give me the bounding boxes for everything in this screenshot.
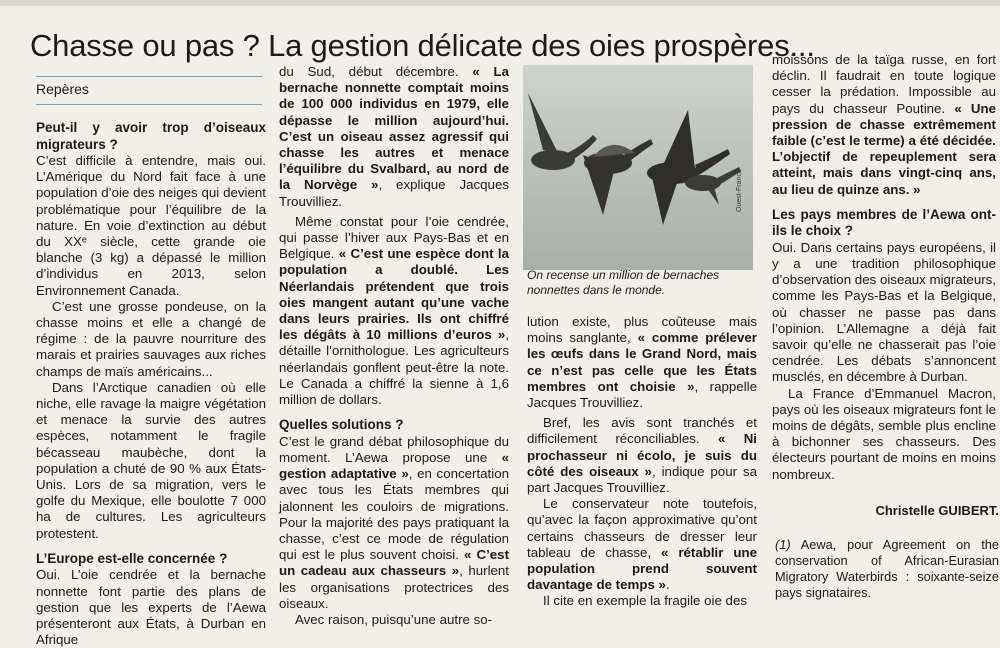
- question-heading-2: L’Europe est-elle concernée ?: [36, 550, 228, 566]
- footnote-text: Aewa, pour Agreement on the conservation of African-Eurasian Migratory Waterbirds : soixante-seize pays signataires.: [775, 537, 999, 600]
- text-run: Même constat pour l’oie cendrée, qui passe l’hiver aux Pays-Bas et en Belgique.: [279, 213, 509, 262]
- geese-photo: [523, 65, 753, 270]
- top-edge: [0, 0, 1000, 6]
- column-1: [36, 120, 266, 648]
- question-heading-1: Peut-il y avoir trop d’oiseaux migrateurs ?: [36, 120, 266, 152]
- quote: « rétablir une population prend souvent davantage de temps »: [527, 544, 757, 593]
- quote: « Ni prochasseur ni écolo, je suis du côté des oiseaux »: [527, 431, 758, 479]
- text-run: lution existe, plus coûteuse mais moins sanglante,: [527, 314, 757, 346]
- paragraph: [279, 64, 509, 210]
- quote: « comme prélever les œufs dans le Grand Nord, mais ce n’est pas celle que les États membres ont choisie »: [527, 330, 757, 394]
- paragraph: [279, 214, 509, 408]
- author-signature: Christelle GUIBERT.: [875, 503, 999, 518]
- text-run: du Sud, début décembre.: [279, 64, 473, 79]
- paragraph: C’est difficile à entendre, mais oui. L’Amérique du Nord fait face à une population d’oie des neiges qui devient problématique pour l’équilibre de la nature. En voie d’extinction au début du XXᵉ siècle, cette grande oie blanche (3 kg) a dépassé le million d’individus en 2013, selon Environnement Canada.: [36, 153, 266, 298]
- footnote: [775, 537, 999, 601]
- paragraph: Oui. Dans certains pays européens, il y a une tradition philosophique d’observation des oiseaux migrateurs, comme les Pays-Bas et la Belgique, où chasser ne passe pas dans l’opinion. L’Allemagne a déjà fait savoir qu’elle ne chasserait pas l’oie cendrée. Les débats s’annoncent musclés, en décembre à Durban.: [772, 239, 996, 385]
- paragraph: Il cite en exemple la fragile oie des: [543, 593, 747, 609]
- paragraph: C’est une grosse pondeuse, on la chasse moins et elle a changé de régime : de la pauvre nourriture des marais et prairies sauvages aux riches champs de maïs américains...: [36, 298, 266, 379]
- column-2: [279, 64, 509, 628]
- paragraph: Oui. L’oie cendrée et la bernache nonnette font partie des plans de gestion que les experts de l’Aewa présenteront aux États, à Durban en Afrique: [36, 567, 266, 648]
- column-3: [527, 314, 757, 610]
- text-run: Bref, les avis sont tranchés et difficilement réconciliables.: [527, 415, 757, 447]
- text-run: C’est le grand débat philosophique du moment. L’Aewa propose une: [279, 433, 509, 465]
- text-run: , explique Jacques Trouvilliez.: [279, 177, 509, 209]
- quote: « C’est un cadeau aux chasseurs »: [279, 547, 509, 579]
- paragraph: [527, 314, 757, 411]
- quote: « gestion adaptative »: [279, 449, 509, 482]
- text-run: Le conservateur note toutefois, qu’avec la façon approximative qu’ont certains chasseurs de dresser leur tableau de chasse,: [527, 496, 757, 560]
- text-run: , indique pour sa part Jacques Trouvilliez.: [527, 463, 757, 496]
- text-run: , en concertation avec tous les États membres qui jalonnent les couloirs de migrations. Pour la majorité des pays pratiquant la chasse, c’est ce mode de régulation qui est le plus souvent choisi.: [279, 466, 509, 563]
- text-run: , détaille l’ornithologue. Les agriculteurs néerlandais gonflent peut-être la note. Le Canada a chiffré la sienne à 1,6 million de dollars.: [279, 327, 509, 408]
- paragraph: [772, 52, 996, 198]
- paragraph: La France d’Emmanuel Macron, pays où les oiseaux migrateurs font le moins de dégâts, semble plus encline à bichonner ses chasseurs. Des électeurs pourtant de moins en moins nombreux.: [772, 385, 996, 482]
- paragraph: [527, 496, 757, 593]
- section-label-reperes: Repères: [36, 76, 262, 105]
- article-headline: Chasse ou pas ? La gestion délicate des oies prospères...: [30, 28, 815, 63]
- photo-credit: Ouest-France: [736, 169, 743, 212]
- text-run: moissons de la taïga russe, en fort déclin. Il faudrait en toute logique cesser la prédation. Impossible au pays du chasseur Poutine.: [772, 52, 996, 116]
- paragraph: [527, 415, 757, 496]
- quote: « Une pression de chasse extrêmement faible (c’est le terme) a été décidée. L’objectif de repeuplement sera atteint, mais dans vingt-cinq ans, au lieu de quinze ans. »: [772, 100, 996, 197]
- text-run: .: [665, 577, 670, 593]
- text-run: , hurlent les organisations protectrices des oiseaux.: [279, 563, 510, 611]
- footnote-number: (1): [775, 537, 791, 552]
- column-4: [772, 52, 996, 483]
- quote: « La bernache nonnette comptait moins de 100 000 individus en 1979, elle dépasse le million aujourd’hui. C’est un oiseau assez agressif qui chasse les autres et menace l’équilibre du Svalbard, au nord de la Norvège »: [279, 64, 509, 193]
- geese-illustration: [523, 65, 753, 270]
- question-heading-4: Les pays membres de l’Aewa ont-ils le choix ?: [772, 206, 996, 239]
- photo-caption: On recense un million de bernaches nonnettes dans le monde.: [527, 268, 720, 297]
- question-heading-3: Quelles solutions ?: [279, 417, 404, 433]
- text-run: , rappelle Jacques Trouvilliez.: [527, 378, 757, 411]
- paragraph: Dans l’Arctique canadien où elle niche, elle ravage la maigre végétation et menace la survie des autres espèces, notamment le fragile bécasseau maubèche, dont la population a chuté de 90 % aux États-Unis. Lors de sa migration, vers le golfe du Mexique, elle boulotte 7 000 ha de cultures. Les agriculteurs protestent.: [36, 379, 266, 541]
- quote: « C’est une espèce dont la population a doublé. Les Néerlandais prétendent que trois oies mangent autant qu’une vache dans leurs prairies. Ils ont chiffré les dégâts à 10 millions d’euros »: [279, 246, 509, 343]
- paragraph: [279, 434, 509, 612]
- paragraph: Avec raison, puisqu’une autre so-: [295, 612, 493, 627]
